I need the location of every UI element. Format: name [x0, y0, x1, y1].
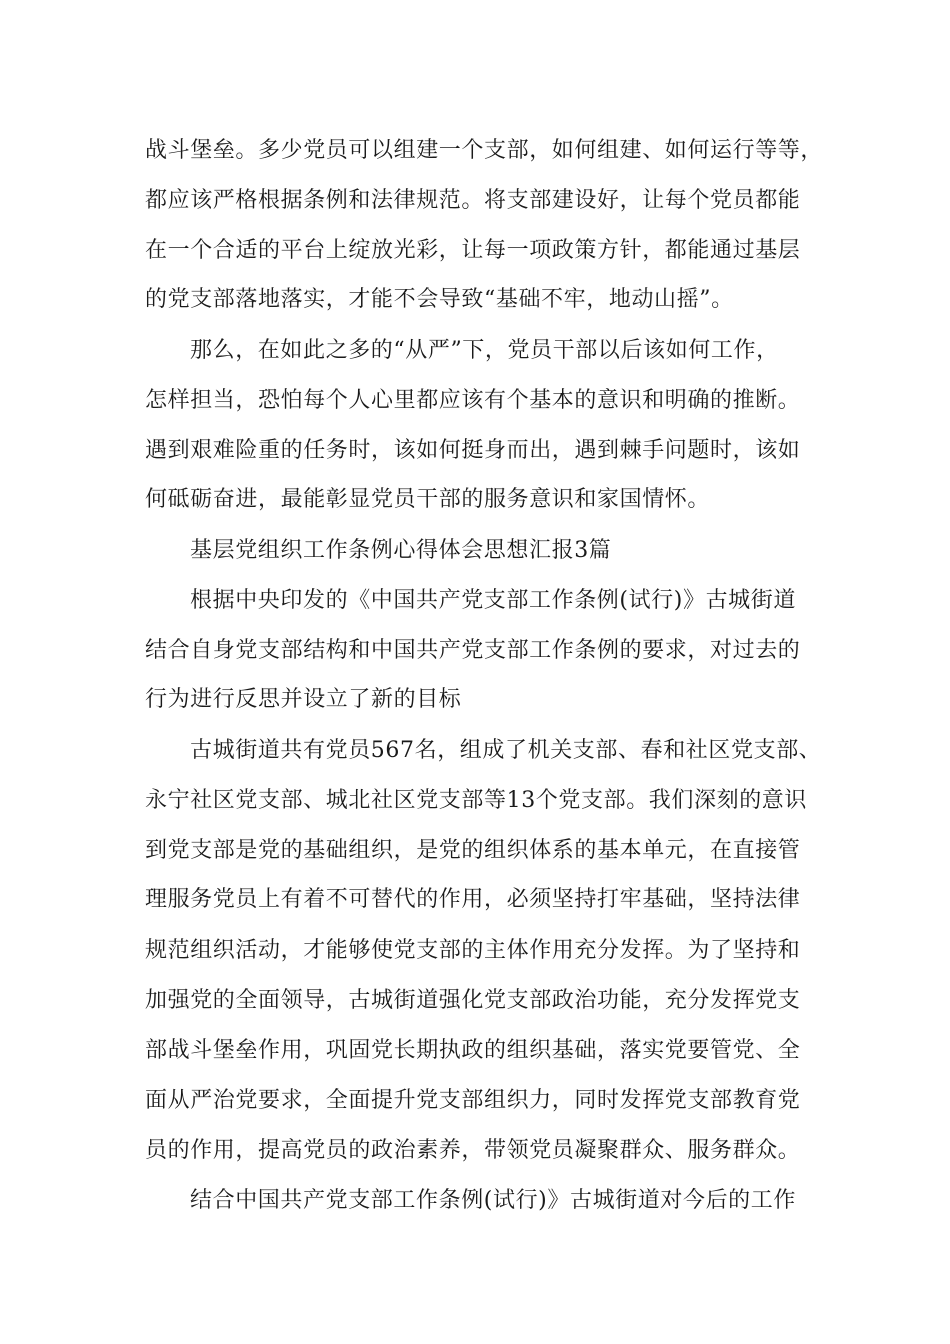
text-line: 行为进行反思并设立了新的目标 [145, 687, 462, 712]
text-line: 怎样担当，恐怕每个人心里都应该有个基本的意识和明确的推断。 [145, 388, 801, 413]
text-line: 到党支部是党的基础组织，是党的组织体系的基本单元，在直接管 [145, 838, 801, 863]
text-line: 规范组织活动，才能够使党支部的主体作用充分发挥。为了坚持和 [145, 938, 801, 963]
text-line: 的党支部落地落实，才能不会导致“基础不牢，地动山摇”。 [145, 287, 734, 312]
text-line: 加强党的全面领导，古城街道强化党支部政治功能，充分发挥党支 [145, 988, 801, 1013]
text-line: 遇到艰难险重的任务时，该如何挺身而出，遇到棘手问题时，该如 [145, 438, 801, 463]
text-line: 在一个合适的平台上绽放光彩，让每一项政策方针，都能通过基层 [145, 238, 801, 263]
text-line: 面从严治党要求，全面提升党支部组织力，同时发挥党支部教育党 [145, 1088, 801, 1113]
text-line: 战斗堡垒。多少党员可以组建一个支部，如何组建、如何运行等等， [145, 138, 824, 163]
text-line: 根据中央印发的《中国共产党支部工作条例(试行)》古城街道 [190, 588, 796, 613]
text-line: 理服务党员上有着不可替代的作用，必须坚持打牢基础，坚持法律 [145, 887, 801, 912]
text-line: 永宁社区党支部、城北社区党支部等13个党支部。我们深刻的意识 [145, 788, 807, 813]
text-line: 何砥砺奋进，最能彰显党员干部的服务意识和家国情怀。 [145, 487, 711, 512]
text-line: 结合自身党支部结构和中国共产党支部工作条例的要求，对过去的 [145, 638, 801, 663]
text-line: 部战斗堡垒作用，巩固党长期执政的组织基础，落实党要管党、全 [145, 1038, 801, 1063]
text-line: 古城街道共有党员567名，组成了机关支部、春和社区党支部、 [190, 738, 822, 763]
text-line: 结合中国共产党支部工作条例(试行)》古城街道对今后的工作 [190, 1188, 796, 1213]
section-heading: 基层党组织工作条例心得体会思想汇报3篇 [190, 538, 612, 563]
text-line: 都应该严格根据条例和法律规范。将支部建设好，让每个党员都能 [145, 188, 801, 213]
text-line: 员的作用，提高党员的政治素养，带领党员凝聚群众、服务群众。 [145, 1138, 801, 1163]
text-line: 那么，在如此之多的“从严”下，党员干部以后该如何工作， [190, 338, 779, 363]
